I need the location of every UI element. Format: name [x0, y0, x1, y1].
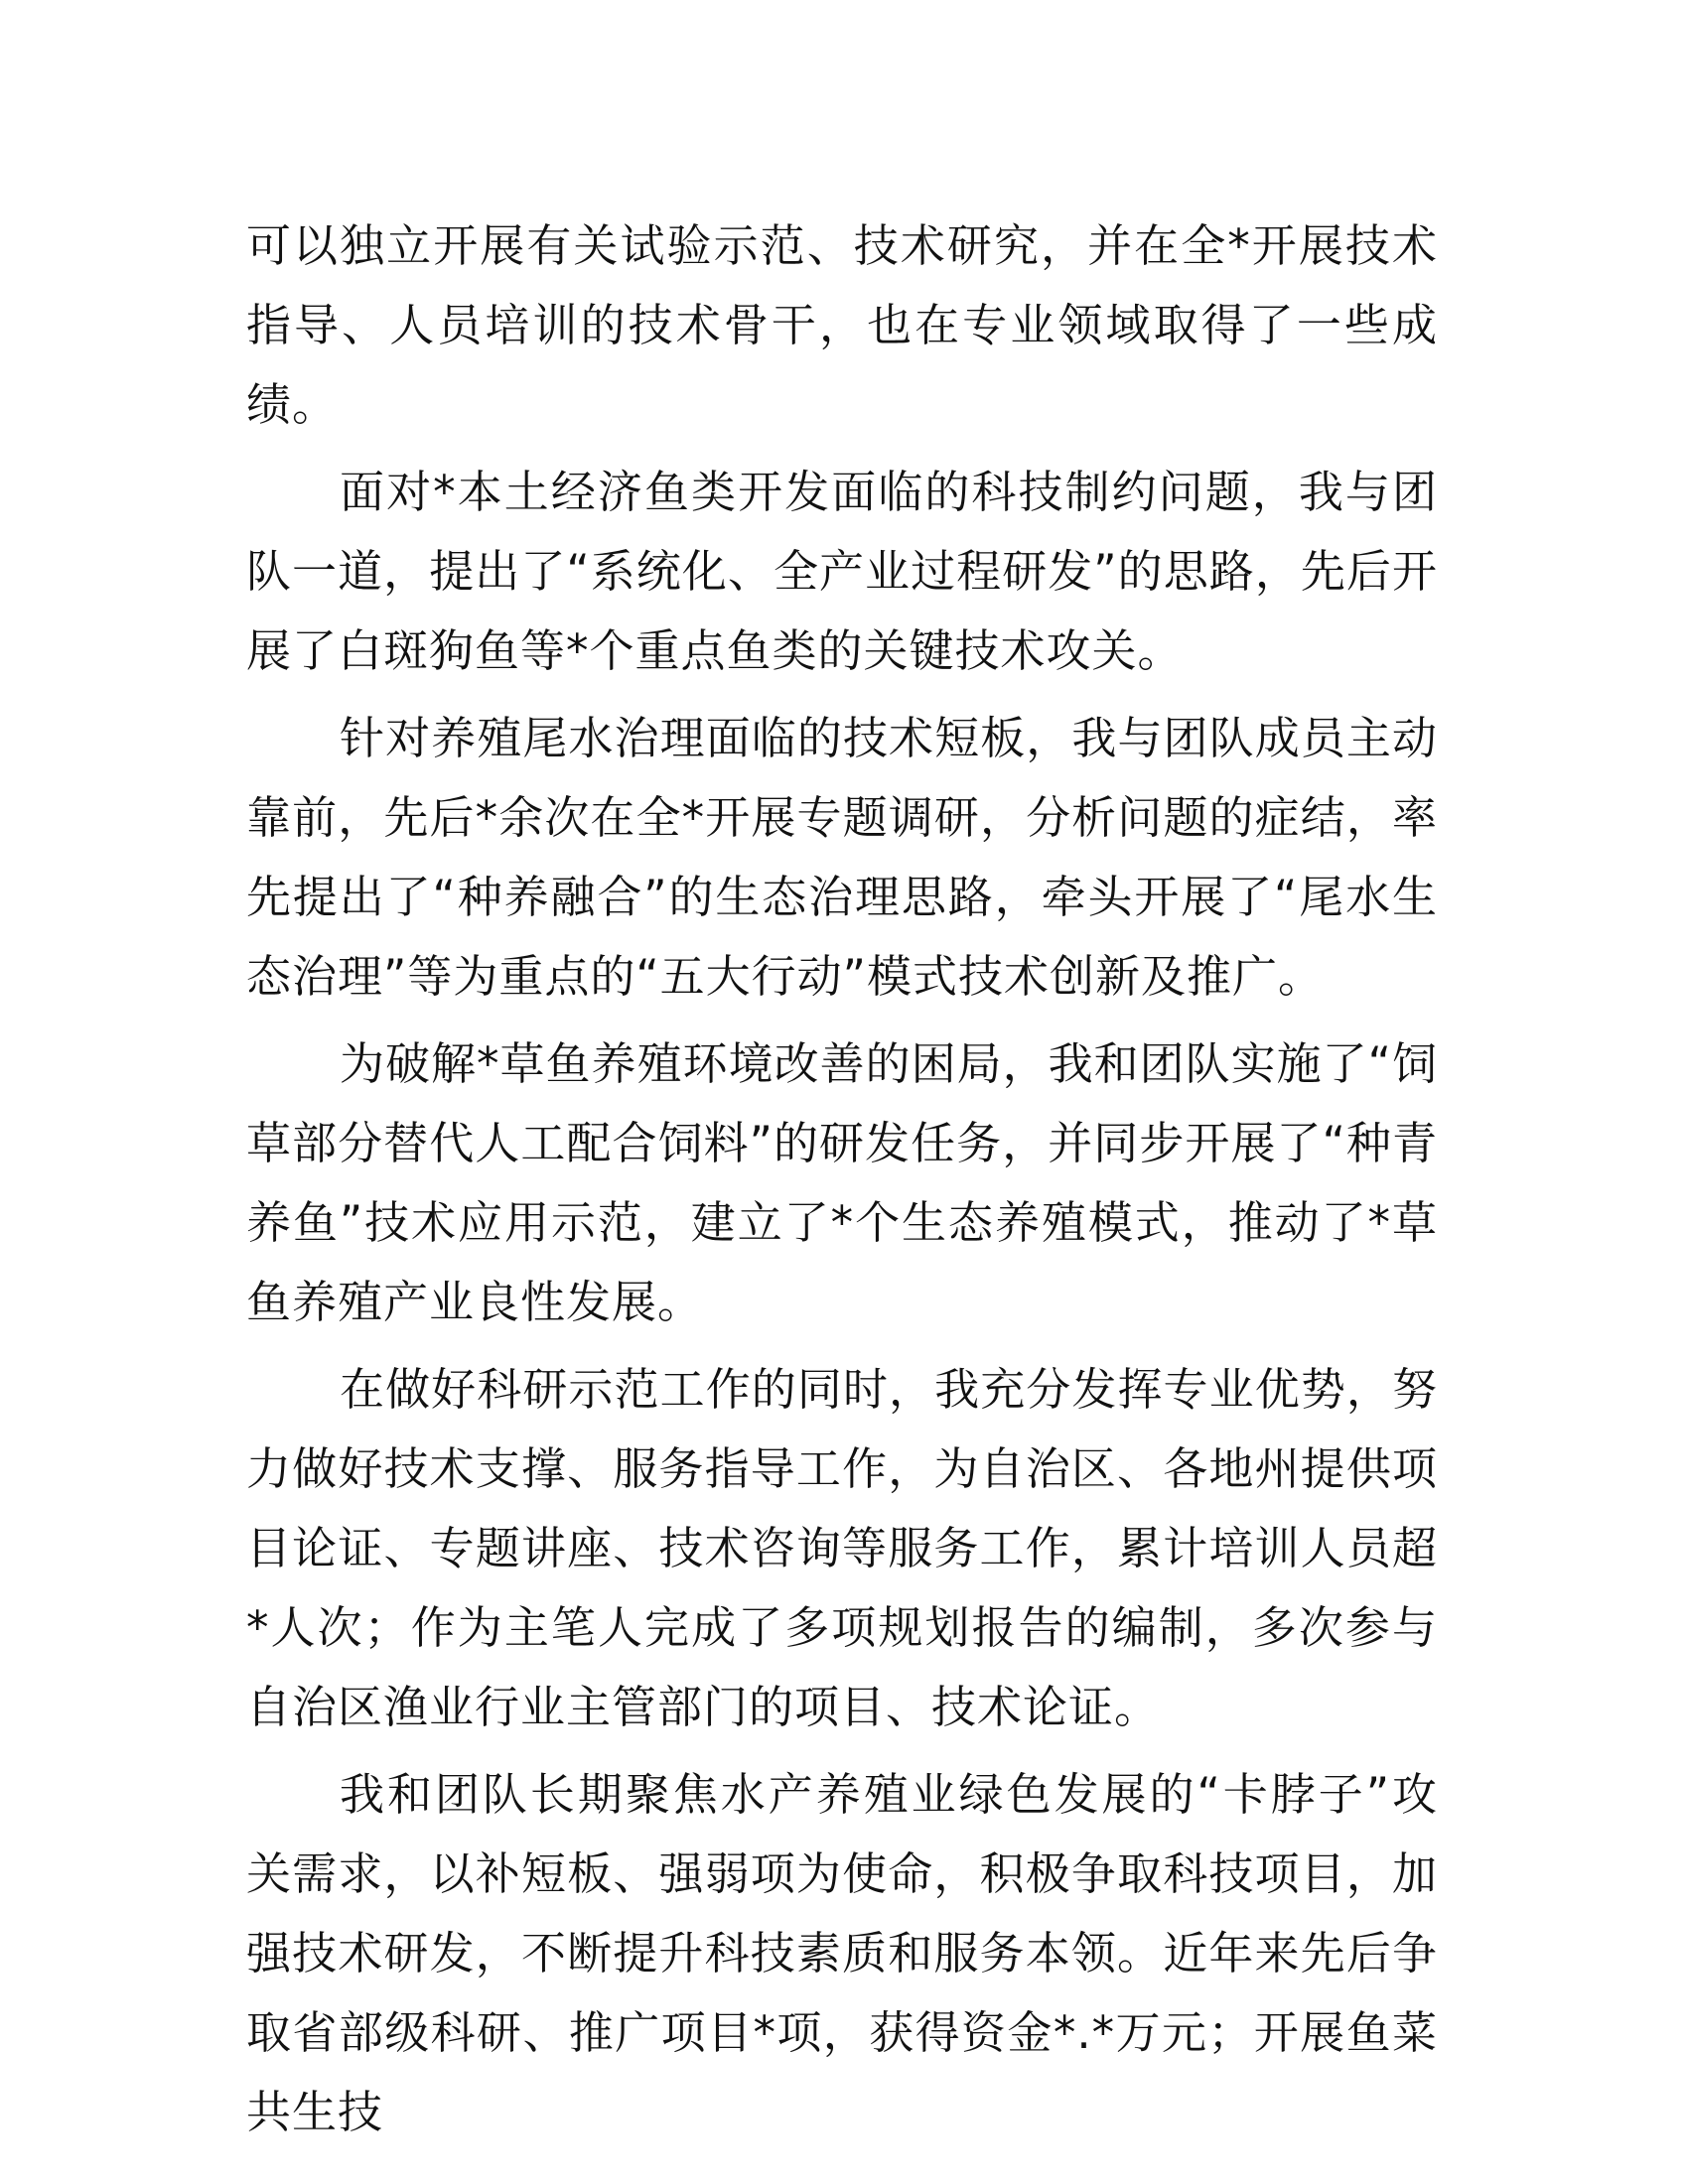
paragraph: 面对*本土经济鱼类开发面临的科技制约问题，我与团队一道，提出了“系统化、全产业过程研发”的思路，先后开展了白斑狗鱼等*个重点鱼类的关键技术攻关。	[246, 466, 1438, 677]
paragraph: 为破解*草鱼养殖环境改善的困局，我和团队实施了“饲草部分替代人工配合饲料”的研发任务，并同步开展了“种青养鱼”技术应用示范，建立了*个生态养殖模式，推动了*草鱼养殖产业良性发展。	[246, 1037, 1438, 1328]
paragraph: 针对养殖尾水治理面临的技术短板，我与团队成员主动靠前，先后*余次在全*开展专题调研，分析问题的症结，率先提出了“种养融合”的生态治理思路，牵头开展了“尾水生态治理”等为重点的“五大行动”模式技术创新及推广。	[246, 712, 1438, 1003]
paragraph: 在做好科研示范工作的同时，我充分发挥专业优势，努力做好技术支撑、服务指导工作，为自治区、各地州提供项目论证、专题讲座、技术咨询等服务工作，累计培训人员超*人次；作为主笔人完成了多项规划报告的编制，多次参与自治区渔业行业主管部门的项目、技术论证。	[246, 1363, 1438, 1733]
paragraph: 我和团队长期聚焦水产养殖业绿色发展的“卡脖子”攻关需求，以补短板、强弱项为使命，积极争取科技项目，加强技术研发，不断提升科技素质和服务本领。近年来先后争取省部级科研、推广项目*项，获得资金*.*万元；开展鱼菜共生技	[246, 1768, 1438, 2138]
paragraph: 可以独立开展有关试验示范、技术研究，并在全*开展技术指导、人员培训的技术骨干，也在专业领域取得了一些成绩。	[246, 219, 1438, 431]
document-body	[246, 206, 1438, 2152]
